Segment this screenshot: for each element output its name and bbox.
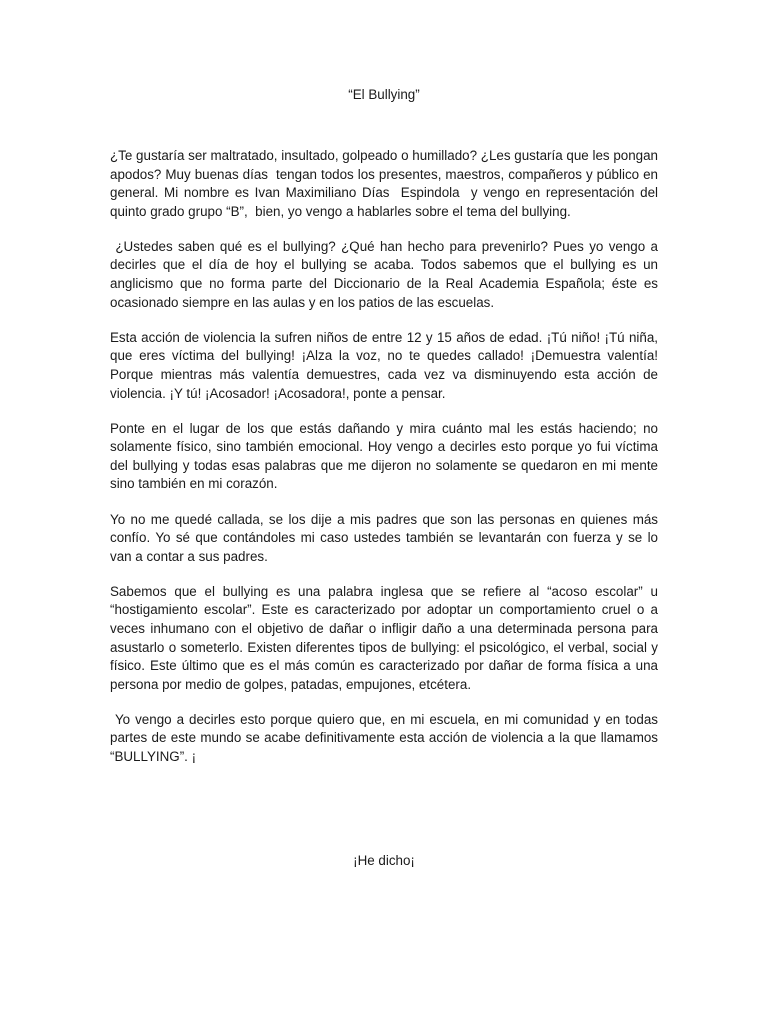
paragraph: ¿Te gustaría ser maltratado, insultado, golpeado o humillado? ¿Les gustaría que les pongan apodos? Muy buenas días tengan todos los presentes, maestros, compañeros y público en general. Mi nombre es Ivan Maximiliano Días Espindola y vengo en representación del quinto grado grupo “B”, bien, yo vengo a hablarles sobre el tema del bullying.: [110, 148, 662, 219]
paragraph: ¿Ustedes saben qué es el bullying? ¿Qué han hecho para prevenirlo? Pues yo vengo a decirles que el día de hoy el bullying se acaba. Todos sabemos que el bullying es un anglicismo que no forma parte del Diccionario de la Real Academia Española; éste es ocasionado siempre en las aulas y en los patios de las escuelas.: [110, 238, 662, 310]
closing-line: ¡He dicho¡: [353, 853, 415, 868]
paragraph: Esta acción de violencia la sufren niños de entre 12 y 15 años de edad. ¡Tú niño! ¡Tú niña, que eres víctima del bullying! ¡Alza la voz, no te quedes callado! ¡Demuestra valentía! Porque mientras más valentía demuestres, cada vez va disminuyendo esta acción de violencia. ¡Y tú! ¡Acosador! ¡Acosadora!, ponte a pensar.: [110, 329, 662, 401]
paragraph: Ponte en el lugar de los que estás dañando y mira cuánto mal les estás haciendo; no solamente físico, sino también emocional. Hoy vengo a decirles esto porque yo fui víctima del bullying y todas esas palabras que me dijeron no solamente se quedaron en mi mente sino también en mi corazón.: [110, 420, 662, 492]
paragraph: Sabemos que el bullying es una palabra inglesa que se refiere al “acoso escolar” u “hostigamiento escolar”. Este es caracterizado por adoptar un comportamiento cruel o a veces inhumano con el objetivo de dañar o infligir daño a una determinada persona para asustarlo o someterlo. Existen diferentes tipos de bullying: el psicológico, el verbal, social y físico. Este último que es el más común es caracterizado por dañar de forma física a una persona por medio de golpes, patadas, empujones, etcétera.: [110, 583, 662, 692]
paragraph: Yo no me quedé callada, se los dije a mis padres que son las personas en quienes más confío. Yo sé que contándoles mi caso ustedes también se levantarán con fuerza y se lo van a contar a sus padres.: [110, 511, 662, 564]
document-body: [110, 147, 662, 783]
paragraph: Yo vengo a decirles esto porque quiero que, en mi escuela, en mi comunidad y en todas partes de este mundo se acabe definitivamente esta acción de violencia a la que llamamos “BULLYING”. ¡: [110, 711, 662, 765]
document-title: “El Bullying”: [348, 87, 420, 102]
